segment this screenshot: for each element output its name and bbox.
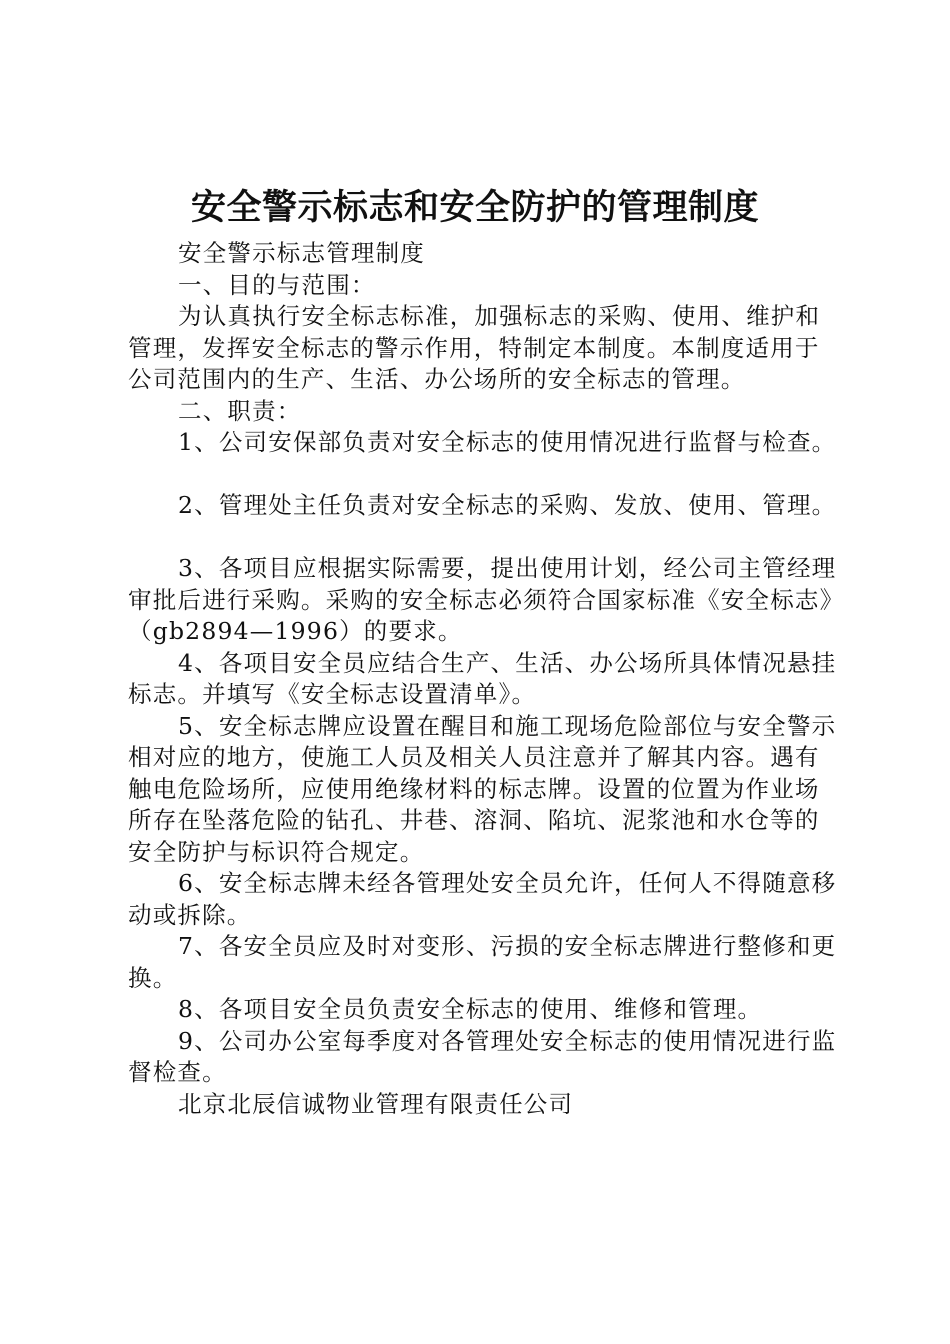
purpose-paragraph: 为认真执行安全标志标准，加强标志的采购、使用、维护和管理，发挥安全标志的警示作用，特制定本制度。本制度适用于公司范围内的生产、生活、办公场所的安全标志的管理。 (128, 302, 821, 393)
duty-item-9: 9、公司办公室每季度对各管理处安全标志的使用情况进行监督检查。 (128, 1026, 837, 1086)
company-signature: 北京北辰信诚物业管理有限责任公司 (178, 1089, 574, 1118)
duty-item-7: 7、各安全员应及时对变形、污损的安全标志牌进行整修和更换。 (128, 932, 837, 992)
duty-item-6: 6、安全标志牌未经各管理处安全员允许，任何人不得随意移动或拆除。 (128, 869, 837, 929)
document-body (128, 238, 838, 1120)
duty-item-3: 3、各项目应根据实际需要，提出使用计划，经公司主管经理审批后进行采购。采购的安全标志必须符合国家标准《安全标志》（gb2894—1996）的要求。 (128, 554, 837, 645)
duty-item-1: 1、公司安保部负责对安全标志的使用情况进行监督与检查。 (178, 428, 837, 456)
section-heading-purpose: 一、目的与范围： (178, 270, 376, 299)
duty-item-5: 5、安全标志牌应设置在醒目和施工现场危险部位与安全警示相对应的地方，使施工人员及相关人员注意并了解其内容。遇有触电危险场所，应使用绝缘材料的标志牌。设置的位置为作业场所存在坠落危险的钻孔、井巷、溶洞、陷坑、泥浆池和水仓等的安全防护与标识符合规定。 (128, 711, 837, 866)
duty-item-4: 4、各项目安全员应结合生产、生活、办公场所具体情况悬挂标志。并填写《安全标志设置清单》。 (128, 648, 837, 708)
section-heading-duties: 二、职责： (178, 396, 302, 425)
subtitle: 安全警示标志管理制度 (178, 239, 425, 267)
duty-item-8: 8、各项目安全员负责安全标志的使用、维修和管理。 (178, 995, 763, 1023)
document-title: 安全警示标志和安全防护的管理制度 (190, 188, 759, 228)
duty-item-2: 2、管理处主任负责对安全标志的采购、发放、使用、管理。 (178, 491, 837, 519)
